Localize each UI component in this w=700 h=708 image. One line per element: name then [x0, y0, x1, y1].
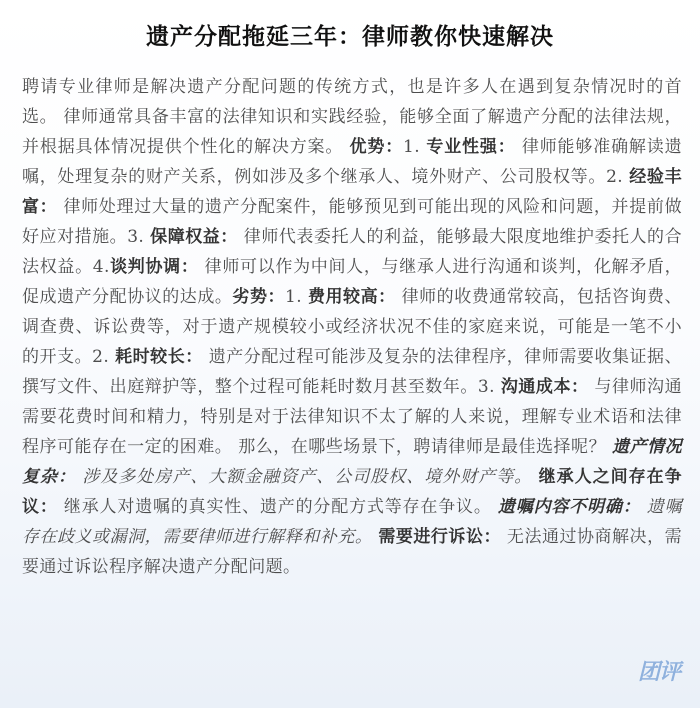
brand-logo: 团评 — [637, 660, 680, 685]
scenario-1-text: 涉及多处房产、大额金融资产、公司股权、境外财产等。 — [82, 467, 533, 487]
disadvantage-1-heading: 费用较高： — [307, 287, 396, 307]
scenario-4-text: 无法通过协商解决，需要通过诉讼程序解决遗产分配问题。 — [22, 527, 683, 577]
advantage-3-heading: 保障权益： — [150, 227, 238, 247]
scenario-3-heading: 遗嘱内容不明确： — [497, 497, 641, 517]
disadvantages-heading: 劣势： — [232, 287, 286, 307]
article-body — [22, 72, 682, 582]
disadvantage-3-heading: 沟通成本： — [500, 377, 589, 397]
advantage-4-heading: 谈判协调： — [109, 257, 199, 277]
advantage-3-text: 律师代表委托人的利益，能够最大限度地维护委托人的合法权益。 — [22, 227, 682, 277]
advantage-1-num: 1. — [403, 137, 421, 157]
scenario-2-heading: 继承人之间存在争议： — [22, 467, 682, 517]
disadvantage-2-heading: 耗时较长： — [115, 347, 203, 367]
advantage-2-text: 律师处理过大量的遗产分配案件，能够预见到可能出现的风险和问题，并提前做好应对措施。 — [22, 197, 683, 247]
advantage-4-text: 律师可以作为中间人，与继承人进行沟通和谈判，化解矛盾，促成遗产分配协议的达成。 — [22, 257, 682, 307]
scenario-4-heading: 需要进行诉讼： — [378, 527, 501, 547]
disadvantage-2-num: 2. — [92, 347, 110, 367]
advantage-4-num: 4. — [92, 257, 110, 277]
disadvantage-2-text: 遗产分配过程可能涉及复杂的法律程序，律师需要收集证据、撰写文件、出庭辩护等，整个过程可能耗时数月甚至数年。 — [22, 347, 682, 397]
advantage-3-num: 3. — [127, 227, 145, 247]
question-text: 那么，在哪些场景下，聘请律师是最佳选择呢？ — [238, 437, 607, 457]
disadvantage-3-num: 3. — [477, 377, 495, 397]
advantage-1-heading: 专业性强： — [426, 137, 516, 157]
advantage-1-text: 律师能够准确解读遗嘱，处理复杂的财产关系，例如涉及多个继承人、境外财产、公司股权等。 — [22, 137, 683, 187]
advantage-2-heading: 经验丰富： — [22, 167, 683, 217]
page-title: 遗产分配拖延三年：律师教你快速解决 — [146, 24, 554, 50]
intro-text: 聘请专业律师是解决遗产分配问题的传统方式，也是许多人在遇到复杂情况时的首选。 律师通常具备丰富的法律知识和实践经验，能够全面了解遗产分配的法律法规，并根据具体情况提供个性化的解决方案。 — [22, 77, 682, 157]
disadvantage-3-text: 与律师沟通需要花费时间和精力，特别是对于法律知识不太了解的人来说，理解专业术语和法律程序可能存在一定的困难。 — [22, 377, 682, 457]
advantages-heading: 优势： — [349, 137, 404, 157]
scenario-3-text: 遗嘱存在歧义或漏洞，需要律师进行解释和补充。 — [22, 497, 682, 547]
scenario-1-heading: 遗产情况复杂： — [22, 437, 683, 487]
scenario-2-text: 继承人对遗嘱的真实性、遗产的分配方式等存在争议。 — [63, 497, 492, 517]
disadvantage-1-text: 律师的收费通常较高，包括咨询费、调查费、诉讼费等，对于遗产规模较小或经济状况不佳的家庭来说，可能是一笔不小的开支。 — [22, 287, 682, 367]
disadvantage-1-num: 1. — [285, 287, 303, 307]
advantage-2-num: 2. — [606, 167, 624, 187]
